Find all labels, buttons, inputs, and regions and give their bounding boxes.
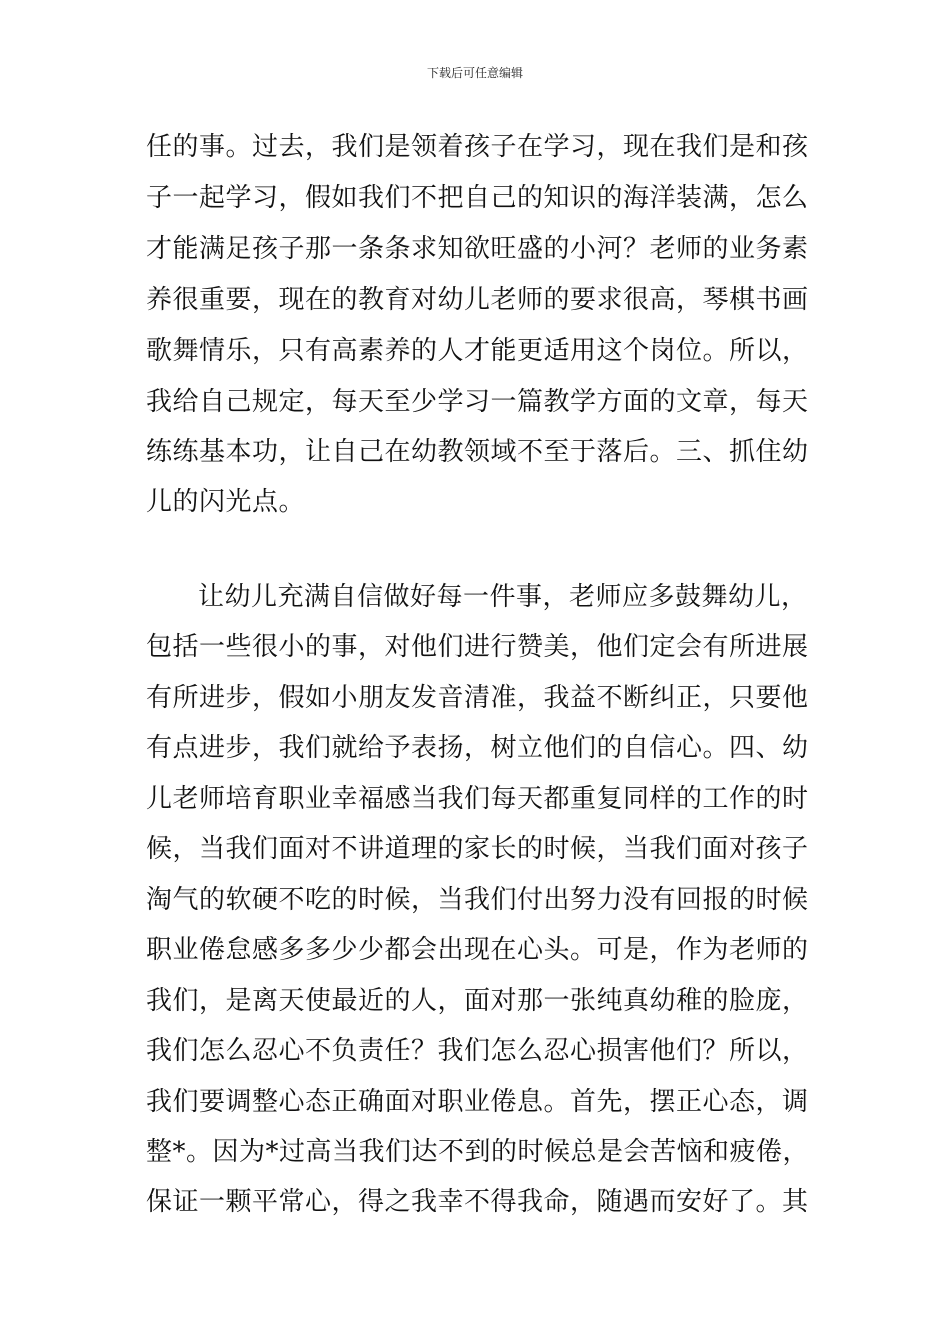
text-line: 我们要调整心态正确面对职业倦息。首先，摆正心态，调 (146, 1087, 809, 1117)
page-header: 下载后可任意编辑 (426, 66, 523, 80)
text-line: 候，当我们面对不讲道理的家长的时候，当我们面对孩子 (146, 834, 809, 864)
text-line: 职业倦怠感多多少少都会出现在心头。可是，作为老师的 (146, 935, 809, 965)
text-line: 子一起学习，假如我们不把自己的知识的海洋装满，怎么 (146, 183, 809, 213)
text-line: 歌舞情乐，只有高素养的人才能更适用这个岗位。所以， (146, 336, 809, 366)
text-line: 让幼儿充满自信做好每一件事，老师应多鼓舞幼儿， (198, 582, 808, 612)
text-line: 我们，是离天使最近的人，面对那一张纯真幼稚的脸庞， (146, 986, 809, 1016)
text-line: 我们怎么忍心不负责任？我们怎么忍心损害他们？所以， (146, 1036, 809, 1066)
text-line: 儿老师培育职业幸福感当我们每天都重复同样的工作的时 (146, 784, 809, 814)
text-line: 我给自己规定，每天至少学习一篇教学方面的文章，每天 (146, 387, 809, 417)
text-line: 有点进步，我们就给予表扬，树立他们的自信心。四、幼 (146, 733, 809, 763)
text-line: 保证一颗平常心，得之我幸不得我命，随遇而安好了。其 (146, 1187, 809, 1217)
text-line: 整*。因为*过高当我们达不到的时候总是会苦恼和疲倦， (146, 1137, 810, 1167)
text-line: 有所进步，假如小朋友发音清准，我益不断纠正，只要他 (146, 683, 809, 713)
text-line: 包括一些很小的事，对他们进行赞美，他们定会有所进展 (146, 632, 809, 662)
text-line: 养很重要，现在的教育对幼儿老师的要求很高，琴棋书画 (146, 285, 809, 315)
text-line: 任的事。过去，我们是领着孩子在学习，现在我们是和孩 (146, 132, 809, 162)
text-line: 淘气的软硬不吃的时候，当我们付出努力没有回报的时候 (146, 885, 809, 915)
text-line: 练练基本功，让自己在幼教领域不至于落后。三、抓住幼 (146, 437, 809, 467)
text-line: 儿的闪光点。 (146, 487, 306, 517)
text-line: 才能满足孩子那一条条求知欲旺盛的小河？老师的业务素 (146, 234, 809, 264)
